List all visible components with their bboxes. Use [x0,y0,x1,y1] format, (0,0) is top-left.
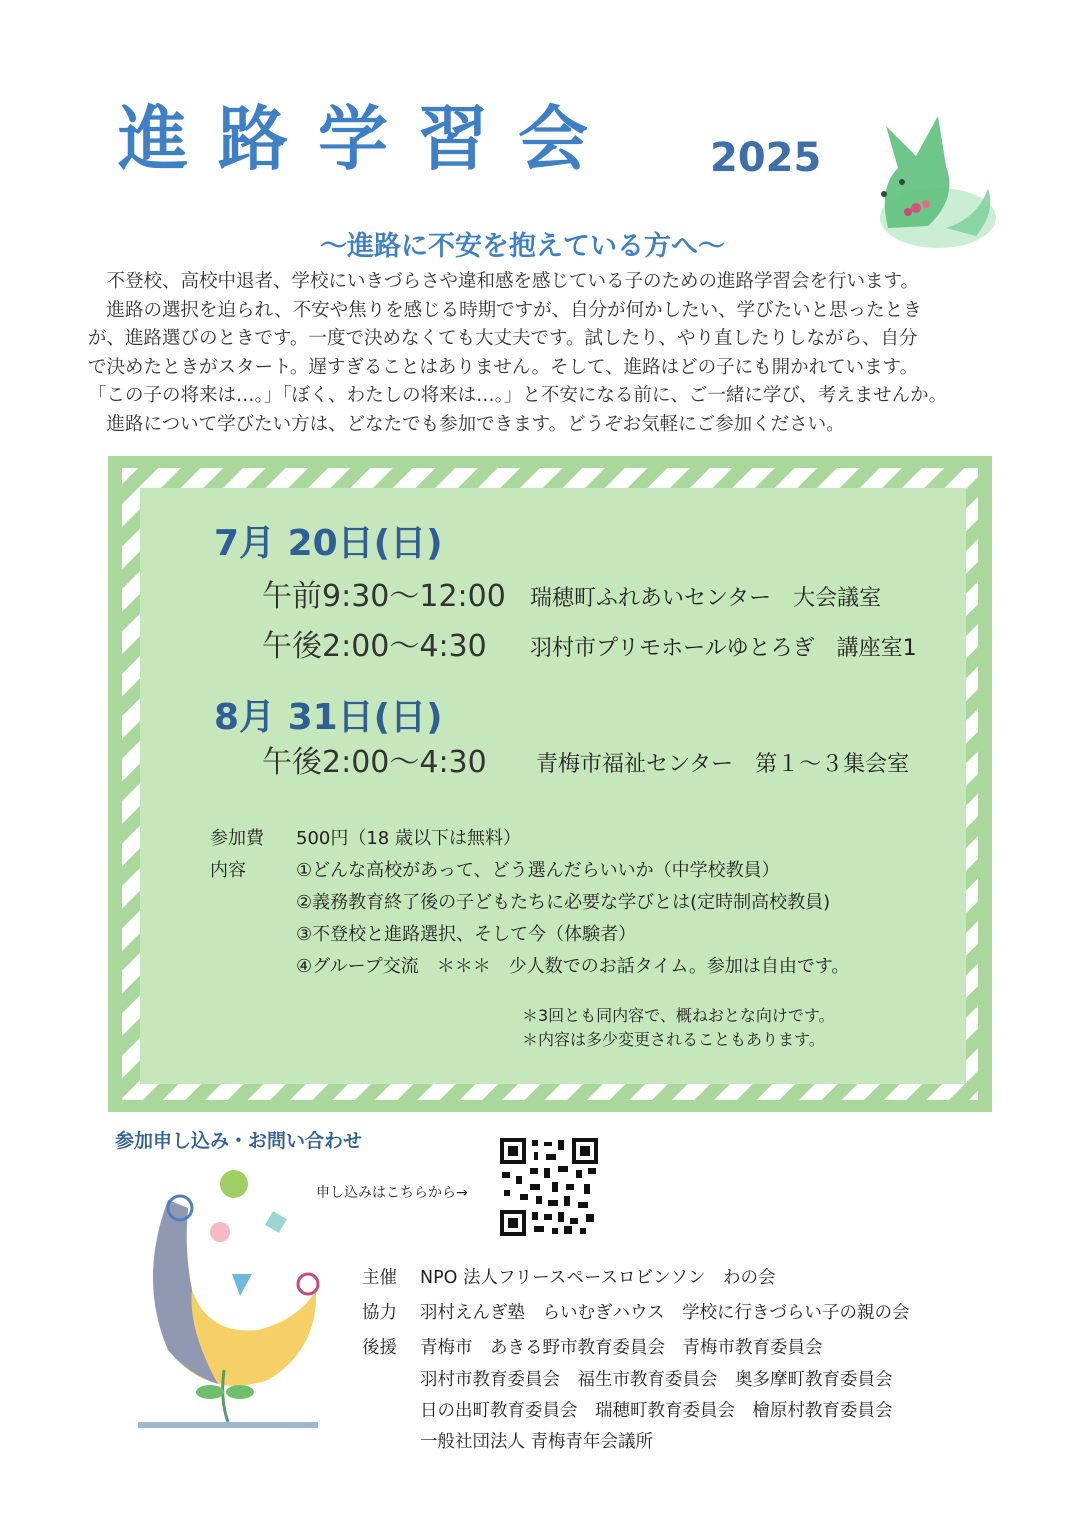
fee-label: 参加費 [210,828,264,849]
date-july: 7月 20日(日) [214,523,443,564]
crescent-illustration [128,1160,328,1436]
coop-names: 羽村えんぎ塾 らいむぎハウス 学校に行きづらい子の親の会 [420,1303,910,1323]
intro-line: 進路の選択を迫られ、不安や焦りを感じる時期ですが、自分が何かしたい、学びたいと思ったとき [88,299,922,321]
fox-illustration [858,108,998,258]
content-item: ④グループ交流 ＊＊＊ 少人数でのお話タイム。参加は自由です。 [296,956,850,977]
intro-line: が、進路選びのときです。一度で決めなくても大丈夫です。試したり、やり直したりしながら、自分 [88,328,918,349]
fee-value: 500円（18 歳以下は無料） [296,828,521,849]
session-time: 午後2:00〜4:30 [262,629,487,664]
support-line: 青梅市 あきる野市教育委員会 青梅市教育委員会 [420,1338,823,1358]
content-item: ①どんな高校があって、どう選んだらいいか（中学校教員） [296,860,780,881]
note: ＊3回とも同内容で、概ねおとな向けです。 [522,1006,835,1025]
qr-code[interactable] [500,1138,598,1236]
schedule-panel [140,488,966,1084]
host-label: 主催 [362,1268,397,1288]
intro-line: 「この子の将来は…。」「ぼく、わたしの将来は…。」と不安になる前に、ご一緒に学び、考えませんか。 [88,385,948,406]
host-name: NPO 法人フリースペースロビンソン わの会 [420,1268,776,1288]
support-line: 日の出町教育委員会 瑞穂町教育委員会 檜原村教育委員会 [420,1401,893,1421]
page-title: 進路学習会 [118,98,618,180]
subtitle: 〜進路に不安を抱えている方へ〜 [320,231,725,262]
session-time: 午前9:30〜12:00 [262,579,506,614]
support-line: 一般社団法人 青梅青年会議所 [420,1432,654,1452]
coop-label: 協力 [362,1303,397,1323]
content-item: ②義務教育終了後の子どもたちに必要な学びとは(定時制高校教員) [296,892,831,913]
intro-line: 進路について学びたい方は、どなたでも参加できます。どうぞお気軽にご参加ください。 [88,413,845,435]
date-august: 8月 31日(日) [214,697,443,738]
intro-text [88,268,1008,439]
session-place: 青梅市福祉センター 第１〜３集会室 [536,752,910,777]
content-label: 内容 [210,860,246,881]
support-line: 羽村市教育委員会 福生市教育委員会 奥多摩町教育委員会 [420,1370,893,1390]
session-place: 羽村市プリモホールゆとろぎ 講座室1 [530,636,917,661]
session-time: 午後2:00〜4:30 [262,745,487,780]
title-year: 2025 [710,135,822,181]
contact-heading: 参加申し込み・お問い合わせ [115,1130,363,1152]
session-place: 瑞穂町ふれあいセンター 大会議室 [530,586,882,611]
apply-text: 申し込みはこちらから→ [316,1185,468,1201]
intro-line: 不登校、高校中退者、学校にいきづらさや違和感を感じている子のための進路学習会を行います。 [88,271,920,292]
note: ＊内容は多少変更されることもあります。 [522,1030,825,1049]
content-item: ③不登校と進路選択、そして今（体験者） [296,924,637,945]
intro-line: で決めたときがスタート。遅すぎることはありません。そして、進路はどの子にも開かれています。 [88,356,919,378]
support-label: 後援 [362,1338,397,1358]
